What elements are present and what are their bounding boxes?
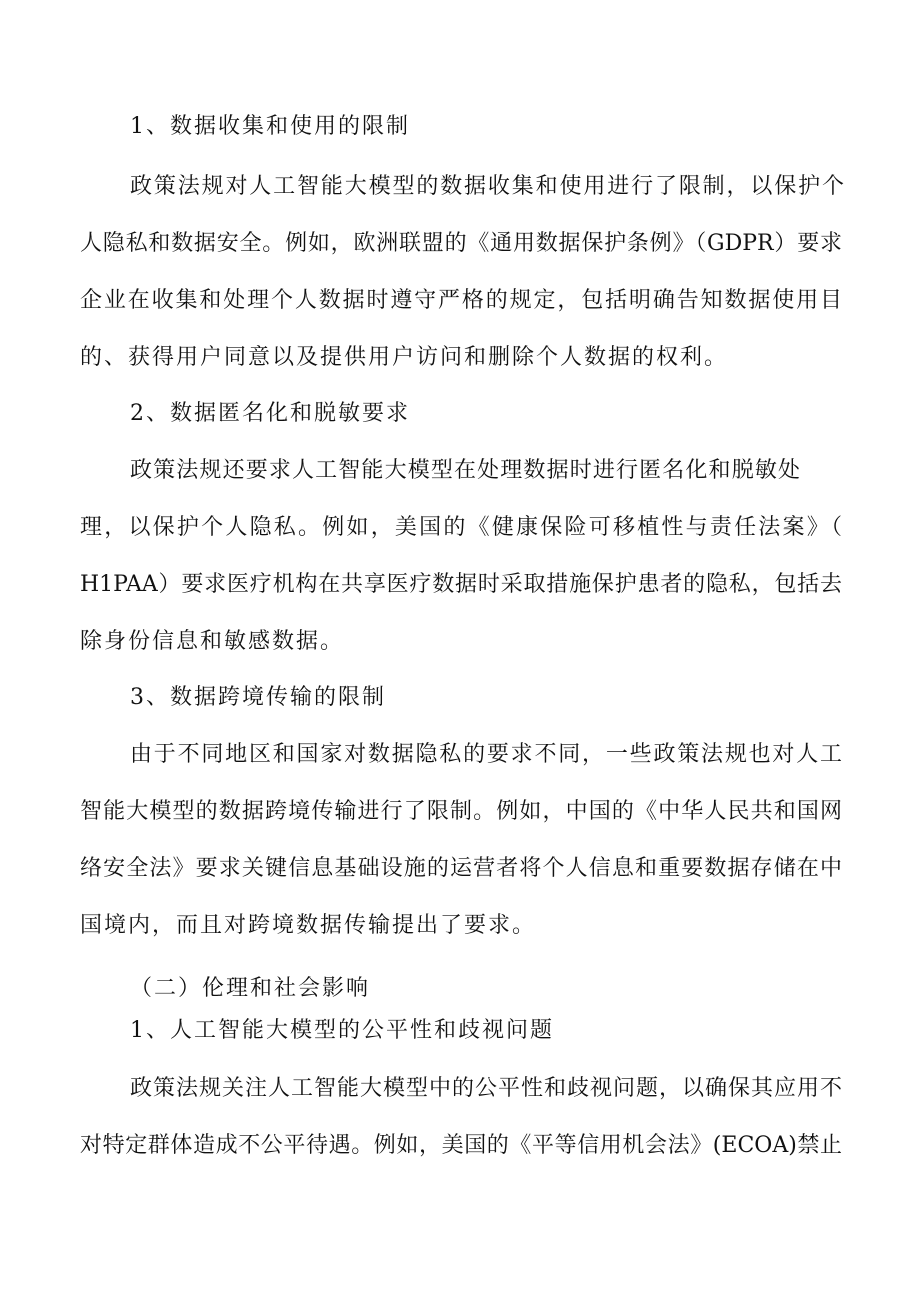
paragraph-line: 的、获得用户同意以及提供用户访问和删除个人数据的权利。 (80, 345, 729, 370)
paragraph-line: 由于不同地区和国家对数据隐私的要求不同，一些政策法规也对人工 (130, 742, 842, 767)
paragraph-line: 政策法规关注人工智能大模型中的公平性和歧视问题，以确保其应用不 (130, 1076, 842, 1101)
paragraph-line: 政策法规对人工智能大模型的数据收集和使用进行了限制，以保护个 (130, 174, 844, 199)
paragraph-line: 对特定群体造成不公平待遇。例如，美国的《平等信用机会法》(ECOA)禁止 (80, 1133, 842, 1158)
paragraph-line: 智能大模型的数据跨境传输进行了限制。例如，中国的《中华人民共和国网 (80, 799, 842, 824)
paragraph-line: 国境内，而且对跨境数据传输提出了要求。 (80, 913, 537, 938)
paragraph-line: 政策法规还要求人工智能大模型在处理数据时进行匿名化和脱敏处 (130, 458, 800, 483)
section-heading-3: 3、数据跨境传输的限制 (130, 685, 386, 710)
subsection-title: （二）伦理和社会影响 (130, 976, 371, 1001)
section-heading-2: 2、数据匿名化和脱敏要求 (130, 401, 410, 426)
paragraph-line: 理，以保护个人隐私。例如，美国的《健康保险可移植性与责任法案》（ (80, 515, 842, 540)
paragraph-line: 人隐私和数据安全。例如，欧洲联盟的《通用数据保护条例》（GDPR）要求 (80, 231, 842, 256)
paragraph-line: 络安全法》要求关键信息基础设施的运营者将个人信息和重要数据存储在中 (80, 856, 842, 881)
paragraph-line: H1PAA）要求医疗机构在共享医疗数据时采取措施保护患者的隐私，包括去 (80, 572, 842, 597)
section-heading-1: 1、数据收集和使用的限制 (130, 114, 410, 139)
paragraph-line: 除身份信息和敏感数据。 (80, 629, 345, 654)
paragraph-line: 企业在收集和处理个人数据时遵守严格的规定，包括明确告知数据使用目 (80, 288, 842, 313)
section-heading-4: 1、人工智能大模型的公平性和歧视问题 (130, 1018, 554, 1043)
